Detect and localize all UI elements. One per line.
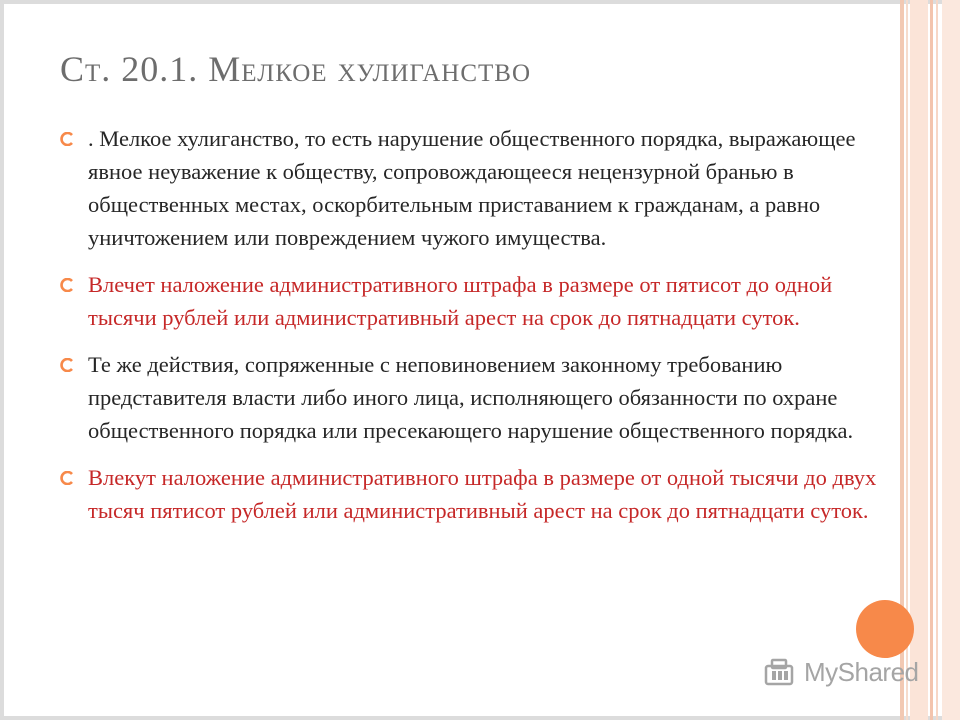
- bullet-marker-icon: [60, 278, 74, 292]
- bullet-text: Влечет наложение административного штрафа в размере от пятисот до одной тысячи рублей или административный арест на срок до пятнадцати суток.: [88, 272, 833, 330]
- bullet-text: . Мелкое хулиганство, то есть нарушение общественного порядка, выражающее явное неуважение к обществу, сопровождающееся нецензурной бранью в общественных местах, оскорбительным приставанием к гражданам, а равно уничтожением или повреждением чужого имущества.: [88, 126, 856, 250]
- bullet-item: [60, 461, 900, 527]
- bullet-marker-icon: [60, 358, 74, 372]
- slide-content: [60, 122, 900, 541]
- myshared-logo-icon: [764, 658, 798, 688]
- bullet-text: Те же действия, сопряженные с неповиновением законному требованию представителя власти либо иного лица, исполняющего обязанности по охране общественного порядка или пресекающего нарушение общественного порядка.: [88, 352, 854, 443]
- bullet-item: [60, 122, 900, 254]
- slide-title: Ст. 20.1. Мелкое хулиганство: [60, 49, 532, 89]
- bullet-text: Влекут наложение административного штрафа в размере от одной тысячи до двух тысяч пятисот рублей или административный арест на срок до пятнадцати суток.: [88, 465, 877, 523]
- decorative-circle: [856, 600, 914, 658]
- watermark: [764, 657, 919, 688]
- bullet-item: [60, 268, 900, 334]
- bullet-marker-icon: [60, 132, 74, 146]
- bullet-marker-icon: [60, 471, 74, 485]
- bullet-item: [60, 348, 900, 447]
- watermark-text: MyShared: [804, 657, 919, 687]
